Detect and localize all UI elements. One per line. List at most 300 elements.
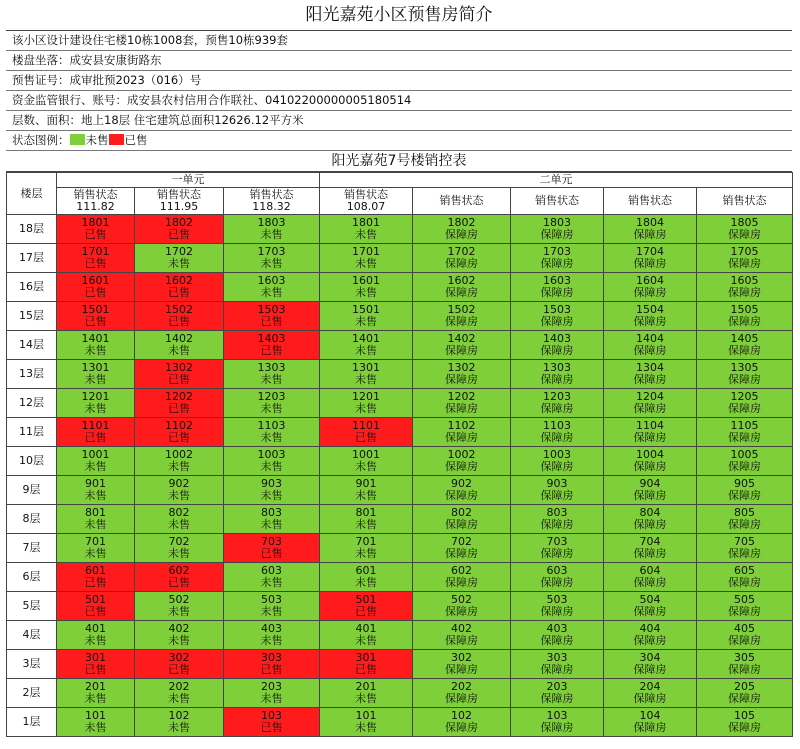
unit-cell <box>413 273 511 302</box>
room-status: 保障房 <box>540 228 574 241</box>
room-number: 1101 <box>81 419 110 432</box>
unit-cell <box>135 360 224 389</box>
table-row <box>7 273 793 302</box>
unit-cell <box>511 679 604 708</box>
column-header-label: 销售状态 <box>628 194 673 207</box>
unit-cell <box>413 563 511 592</box>
room-number: 601 <box>85 564 106 577</box>
unit-cell <box>604 360 697 389</box>
room-number: 1003 <box>543 448 572 461</box>
unit-cell <box>320 708 413 737</box>
room-number: 701 <box>85 535 106 548</box>
floor-label: 9层 <box>7 476 57 505</box>
unit-cell <box>697 244 793 273</box>
room-status: 保障房 <box>633 518 667 531</box>
room-status: 保障房 <box>540 547 574 560</box>
unit-cell <box>135 389 224 418</box>
room-status: 已售 <box>168 286 190 299</box>
room-status: 已售 <box>260 663 283 676</box>
room-status: 未售 <box>168 721 190 734</box>
unit-cell <box>511 389 604 418</box>
room-status: 未售 <box>260 402 283 415</box>
room-status: 未售 <box>260 460 283 473</box>
unit-cell <box>224 331 320 360</box>
table-row <box>7 679 793 708</box>
room-number: 1601 <box>352 274 381 287</box>
unit-cell <box>413 505 511 534</box>
unit-cell <box>511 273 604 302</box>
room-number: 1305 <box>730 361 759 374</box>
room-number: 702 <box>168 535 190 548</box>
room-number: 1301 <box>352 361 381 374</box>
room-status: 保障房 <box>633 257 667 270</box>
table-row <box>7 476 793 505</box>
room-number: 502 <box>168 593 190 606</box>
room-status: 保障房 <box>633 431 667 444</box>
room-status: 保障房 <box>728 721 762 734</box>
unit-cell <box>697 708 793 737</box>
room-status: 已售 <box>260 344 283 357</box>
room-number: 1803 <box>257 216 286 229</box>
room-status: 保障房 <box>633 402 667 415</box>
unit-cell <box>511 505 604 534</box>
room-status: 未售 <box>168 547 190 560</box>
room-status: 已售 <box>168 228 190 241</box>
room-status: 已售 <box>260 547 283 560</box>
room-number: 601 <box>355 564 377 577</box>
floor-label: 7层 <box>7 534 57 563</box>
room-status: 已售 <box>84 257 107 270</box>
room-status: 未售 <box>355 547 378 560</box>
unit-cell <box>413 389 511 418</box>
room-status: 未售 <box>168 605 190 618</box>
room-status: 保障房 <box>633 605 667 618</box>
column-header-label: 销售状态 <box>439 194 484 207</box>
unit-cell <box>697 679 793 708</box>
unit-cell <box>224 650 320 679</box>
room-number: 505 <box>734 593 756 606</box>
unit-cell <box>224 215 320 244</box>
unit-cell <box>320 447 413 476</box>
table-row <box>7 302 793 331</box>
room-status: 保障房 <box>728 489 762 502</box>
table-title: 阳光嘉苑7号楼销控表 <box>6 151 792 172</box>
room-status: 未售 <box>355 518 378 531</box>
room-status: 保障房 <box>540 431 574 444</box>
unit-cell <box>135 708 224 737</box>
room-number: 101 <box>85 709 106 722</box>
room-status: 保障房 <box>728 605 762 618</box>
unit-cell <box>697 273 793 302</box>
unit-cell <box>135 650 224 679</box>
presale-document <box>6 0 792 737</box>
room-status: 保障房 <box>445 373 479 386</box>
room-number: 1201 <box>352 390 381 403</box>
column-header-area: 111.95 <box>159 200 199 213</box>
room-status: 保障房 <box>540 605 574 618</box>
table-row <box>7 360 793 389</box>
table-row <box>7 331 793 360</box>
room-status: 未售 <box>260 373 283 386</box>
room-number: 104 <box>639 709 661 722</box>
room-status: 保障房 <box>445 576 479 589</box>
unit-cell <box>604 592 697 621</box>
room-status: 保障房 <box>633 721 667 734</box>
room-number: 901 <box>85 477 106 490</box>
room-number: 403 <box>261 622 282 635</box>
room-status: 未售 <box>260 576 283 589</box>
room-number: 503 <box>261 593 282 606</box>
room-number: 702 <box>451 535 473 548</box>
unit-cell <box>511 244 604 273</box>
room-status: 已售 <box>84 286 107 299</box>
unit-cell <box>57 592 135 621</box>
room-status: 未售 <box>260 634 283 647</box>
unit-cell <box>697 215 793 244</box>
room-number: 1601 <box>81 274 110 287</box>
room-status: 未售 <box>355 373 378 386</box>
legend <box>6 131 792 151</box>
table-row <box>7 563 793 592</box>
unit-cell <box>604 650 697 679</box>
room-number: 1602 <box>447 274 476 287</box>
room-status: 未售 <box>84 489 107 502</box>
room-status: 未售 <box>84 344 107 357</box>
unit-cell <box>135 592 224 621</box>
unit-cell <box>224 679 320 708</box>
table-row <box>7 447 793 476</box>
floor-label: 3层 <box>7 650 57 679</box>
unit-cell <box>697 302 793 331</box>
table-row <box>7 389 793 418</box>
unit-cell <box>57 273 135 302</box>
unit-cell <box>224 534 320 563</box>
room-status: 保障房 <box>540 721 574 734</box>
room-number: 1503 <box>543 303 572 316</box>
unit-cell <box>697 534 793 563</box>
room-status: 保障房 <box>633 576 667 589</box>
floor-label: 18层 <box>7 215 57 244</box>
unit-cell <box>604 273 697 302</box>
room-number: 105 <box>734 709 756 722</box>
unit-cell <box>320 331 413 360</box>
table-row <box>7 534 793 563</box>
room-number: 1501 <box>81 303 110 316</box>
unit-cell <box>57 418 135 447</box>
unit-cell <box>320 650 413 679</box>
unit-cell <box>224 302 320 331</box>
room-status: 未售 <box>168 692 190 705</box>
room-number: 103 <box>261 709 282 722</box>
unit-cell <box>511 215 604 244</box>
unit-2-header: 二单元 <box>320 173 793 188</box>
unit-cell <box>320 244 413 273</box>
room-status: 保障房 <box>540 634 574 647</box>
column-header-2 <box>135 188 224 215</box>
room-number: 602 <box>451 564 473 577</box>
room-status: 保障房 <box>633 692 667 705</box>
room-status: 保障房 <box>540 692 574 705</box>
room-status: 保障房 <box>445 663 479 676</box>
room-number: 1405 <box>730 332 759 345</box>
room-number: 202 <box>168 680 190 693</box>
room-status: 未售 <box>84 373 107 386</box>
room-status: 已售 <box>260 315 283 328</box>
unit-cell <box>511 360 604 389</box>
unit-cell <box>135 215 224 244</box>
room-status: 未售 <box>355 634 378 647</box>
room-status: 已售 <box>84 431 107 444</box>
room-number: 1704 <box>636 245 665 258</box>
room-number: 1502 <box>165 303 193 316</box>
room-number: 903 <box>546 477 568 490</box>
room-number: 405 <box>734 622 756 635</box>
room-number: 202 <box>451 680 473 693</box>
unit-cell <box>224 476 320 505</box>
room-number: 1801 <box>81 216 110 229</box>
table-row <box>7 418 793 447</box>
legend-sold-label: 已售 <box>124 133 148 147</box>
room-number: 1703 <box>257 245 286 258</box>
room-status: 保障房 <box>728 402 762 415</box>
room-number: 1501 <box>352 303 381 316</box>
unit-cell <box>604 563 697 592</box>
unit-cell <box>511 534 604 563</box>
room-status: 未售 <box>260 286 283 299</box>
room-status: 保障房 <box>540 344 574 357</box>
table-row <box>7 505 793 534</box>
room-status: 保障房 <box>728 344 762 357</box>
room-number: 102 <box>168 709 190 722</box>
room-number: 1402 <box>447 332 476 345</box>
legend-label: 状态图例： <box>12 133 70 147</box>
room-number: 803 <box>546 506 568 519</box>
room-status: 已售 <box>355 663 378 676</box>
room-status: 保障房 <box>445 605 479 618</box>
unit-cell <box>57 650 135 679</box>
unit-cell <box>224 708 320 737</box>
unit-cell <box>697 650 793 679</box>
room-status: 保障房 <box>633 460 667 473</box>
unit-cell <box>697 621 793 650</box>
unit-cell <box>135 331 224 360</box>
room-number: 901 <box>355 477 377 490</box>
unit-cell <box>413 708 511 737</box>
room-status: 保障房 <box>633 634 667 647</box>
room-number: 1103 <box>257 419 286 432</box>
room-number: 1302 <box>447 361 476 374</box>
room-status: 保障房 <box>728 518 762 531</box>
unit-cell <box>697 447 793 476</box>
room-number: 205 <box>734 680 756 693</box>
room-number: 1301 <box>81 361 110 374</box>
unit-cell <box>224 592 320 621</box>
room-status: 已售 <box>168 373 190 386</box>
column-header-1 <box>57 188 135 215</box>
room-number: 1805 <box>730 216 759 229</box>
room-status: 保障房 <box>540 518 574 531</box>
room-number: 1005 <box>730 448 759 461</box>
unit-cell <box>511 592 604 621</box>
unit-cell <box>604 534 697 563</box>
room-status: 未售 <box>84 460 107 473</box>
room-number: 1502 <box>447 303 476 316</box>
column-header-6 <box>511 188 604 215</box>
room-number: 1202 <box>165 390 193 403</box>
room-number: 805 <box>734 506 756 519</box>
unit-cell <box>135 418 224 447</box>
room-number: 1803 <box>543 216 572 229</box>
unit-cell <box>697 418 793 447</box>
unit-cell <box>320 302 413 331</box>
unit-cell <box>224 389 320 418</box>
room-status: 未售 <box>168 634 190 647</box>
column-header-label: 销售状态 <box>344 188 389 201</box>
room-status: 保障房 <box>445 634 479 647</box>
room-number: 1802 <box>447 216 476 229</box>
room-status: 未售 <box>355 228 378 241</box>
room-status: 保障房 <box>633 315 667 328</box>
room-status: 保障房 <box>540 663 574 676</box>
legend-unsold-swatch <box>70 134 85 145</box>
unit-cell <box>224 447 320 476</box>
room-number: 1304 <box>636 361 665 374</box>
room-status: 未售 <box>84 721 107 734</box>
room-status: 保障房 <box>728 692 762 705</box>
column-header-8 <box>697 188 793 215</box>
unit-cell <box>57 563 135 592</box>
room-status: 已售 <box>168 402 190 415</box>
unit-cell <box>413 215 511 244</box>
unit-cell <box>57 389 135 418</box>
room-number: 903 <box>261 477 282 490</box>
floor-label: 17层 <box>7 244 57 273</box>
room-status: 未售 <box>84 547 107 560</box>
floor-label: 14层 <box>7 331 57 360</box>
unit-cell <box>224 360 320 389</box>
room-status: 保障房 <box>633 547 667 560</box>
room-number: 802 <box>451 506 473 519</box>
room-status: 未售 <box>355 489 378 502</box>
table-row <box>7 708 793 737</box>
unit-cell <box>604 621 697 650</box>
unit-cell <box>320 273 413 302</box>
info-line-permit: 预售证号：成审批预2023（016）号 <box>6 71 792 91</box>
unit-cell <box>413 621 511 650</box>
unit-cell <box>320 418 413 447</box>
unit-cell <box>224 563 320 592</box>
room-status: 已售 <box>355 605 378 618</box>
unit-cell <box>224 273 320 302</box>
room-status: 保障房 <box>633 286 667 299</box>
unit-cell <box>224 621 320 650</box>
room-number: 804 <box>639 506 661 519</box>
room-number: 802 <box>168 506 190 519</box>
room-status: 保障房 <box>540 315 574 328</box>
table-row <box>7 592 793 621</box>
room-status: 保障房 <box>540 373 574 386</box>
room-number: 1202 <box>447 390 476 403</box>
room-status: 未售 <box>355 721 378 734</box>
unit-cell <box>697 563 793 592</box>
room-number: 603 <box>261 564 282 577</box>
unit-cell <box>697 331 793 360</box>
column-header-label: 销售状态 <box>73 188 118 201</box>
room-number: 1001 <box>352 448 381 461</box>
floor-label: 4层 <box>7 621 57 650</box>
unit-cell <box>320 505 413 534</box>
room-number: 701 <box>355 535 377 548</box>
floor-label: 8层 <box>7 505 57 534</box>
room-number: 704 <box>639 535 661 548</box>
floor-label: 12层 <box>7 389 57 418</box>
room-number: 1203 <box>543 390 572 403</box>
unit-cell <box>511 418 604 447</box>
unit-cell <box>57 679 135 708</box>
info-line-area: 层数、面积：地上18层 住宅建筑总面积12626.12平方米 <box>6 111 792 131</box>
unit-cell <box>224 418 320 447</box>
room-number: 1003 <box>257 448 286 461</box>
room-status: 保障房 <box>728 547 762 560</box>
unit-cell <box>604 708 697 737</box>
unit-1-header: 一单元 <box>57 173 320 188</box>
room-number: 902 <box>168 477 190 490</box>
room-number: 1204 <box>636 390 665 403</box>
room-status: 已售 <box>168 576 190 589</box>
room-status: 保障房 <box>445 228 479 241</box>
room-number: 1705 <box>730 245 759 258</box>
room-number: 1403 <box>257 332 286 345</box>
unit-cell <box>511 708 604 737</box>
unit-cell <box>604 331 697 360</box>
floor-label: 11层 <box>7 418 57 447</box>
room-number: 1205 <box>730 390 759 403</box>
room-number: 1603 <box>543 274 572 287</box>
column-header-4 <box>320 188 413 215</box>
unit-cell <box>413 679 511 708</box>
room-status: 保障房 <box>445 431 479 444</box>
room-number: 1503 <box>257 303 286 316</box>
unit-cell <box>697 360 793 389</box>
info-line-bank: 资金监管银行、账号：成安县农村信用合作联社、04102200000005180514 <box>6 91 792 111</box>
room-number: 303 <box>261 651 282 664</box>
unit-cell <box>604 244 697 273</box>
unit-cell <box>57 215 135 244</box>
room-number: 203 <box>261 680 282 693</box>
room-number: 703 <box>261 535 282 548</box>
room-status: 未售 <box>355 315 378 328</box>
room-status: 未售 <box>168 257 190 270</box>
info-line-units: 该小区设计建设住宅楼10栋1008套，预售10栋939套 <box>6 31 792 51</box>
unit-cell <box>57 708 135 737</box>
room-number: 902 <box>451 477 473 490</box>
unit-cell <box>413 650 511 679</box>
room-status: 未售 <box>260 228 283 241</box>
floor-label: 5层 <box>7 592 57 621</box>
room-number: 201 <box>85 680 106 693</box>
unit-cell <box>511 476 604 505</box>
room-number: 504 <box>639 593 661 606</box>
unit-cell <box>604 679 697 708</box>
room-number: 904 <box>639 477 661 490</box>
unit-cell <box>320 476 413 505</box>
room-status: 保障房 <box>728 373 762 386</box>
room-number: 1401 <box>352 332 381 345</box>
room-number: 705 <box>734 535 756 548</box>
room-number: 302 <box>451 651 473 664</box>
unit-cell <box>135 302 224 331</box>
unit-cell <box>697 476 793 505</box>
